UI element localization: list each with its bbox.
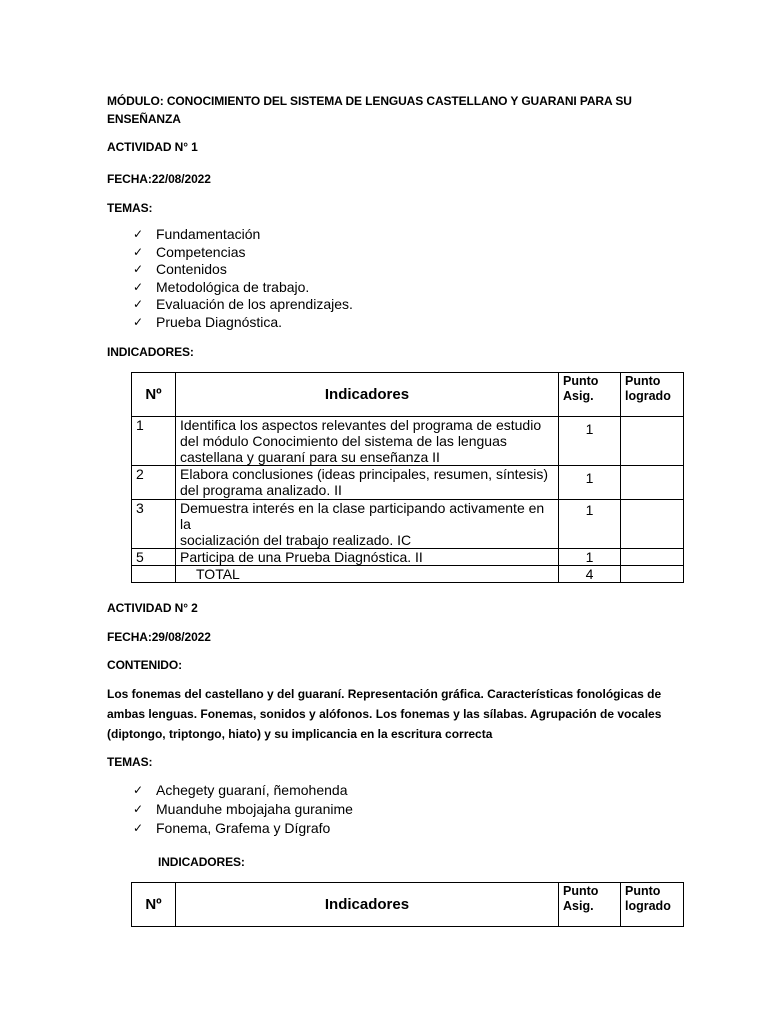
row-points: 1 <box>559 466 621 500</box>
activity1-topics-label: TEMAS: <box>107 201 153 215</box>
list-item: ✓ Metodológica de trabajo. <box>133 278 310 295</box>
total-points: 4 <box>559 566 621 583</box>
row-number: 2 <box>132 466 176 500</box>
activity2-content-label: CONTENIDO: <box>107 658 182 672</box>
check-icon: ✓ <box>133 262 144 276</box>
table-header-row <box>132 883 684 927</box>
table-row <box>132 417 684 466</box>
activity2-indicators-table <box>131 882 684 927</box>
row-achieved <box>621 466 684 500</box>
table-header-row <box>132 373 684 417</box>
check-icon: ✓ <box>133 783 144 797</box>
list-item: ✓ Fonema, Grafema y Dígrafo <box>133 820 331 836</box>
activity2-date: FECHA:29/08/2022 <box>107 630 211 644</box>
list-item: ✓ Competencias <box>133 243 246 260</box>
activity2-content-paragraph: Los fonemas del castellano y del guaraní. Representación gráfica. Características fonológicas de ambas lenguas. Fonemas, sonidos y alófonos. Los fonemas y las sílabas. Agrupación de vocales (diptongo, triptongo, hiato) y su implicancia en la escritura correcta <box>107 687 662 741</box>
table-total-row <box>132 566 684 583</box>
activity1-title: ACTIVIDAD N° 1 <box>107 140 198 154</box>
row-points: 1 <box>559 417 621 466</box>
table-row <box>132 466 684 500</box>
row-number: 1 <box>132 417 176 466</box>
row-achieved <box>621 500 684 549</box>
activity2-title: ACTIVIDAD N° 2 <box>107 601 198 615</box>
activity1-date: FECHA:22/08/2022 <box>107 172 211 186</box>
table-row <box>132 549 684 566</box>
activity1-topics-list <box>133 226 353 331</box>
header-assigned-points: Punto Asig. <box>559 883 621 927</box>
check-icon: ✓ <box>133 279 144 294</box>
check-icon: ✓ <box>133 244 144 259</box>
module-title-line1: MÓDULO: CONOCIMIENTO DEL SISTEMA DE LENGUAS CASTELLANO Y GUARANI PARA SU <box>107 94 632 108</box>
header-indicators: Indicadores <box>176 373 559 417</box>
list-item: ✓ Achegety guaraní, ñemohenda <box>133 782 348 798</box>
header-assigned-points: Punto Asig. <box>559 373 621 417</box>
header-no: Nº <box>132 373 176 417</box>
row-achieved <box>621 417 684 466</box>
activity2-topics-list <box>133 781 353 838</box>
total-label: TOTAL <box>176 566 559 583</box>
activity1-indicators-table <box>131 372 684 583</box>
module-title-line2: ENSEÑANZA <box>107 112 181 126</box>
row-points: 1 <box>559 500 621 549</box>
check-icon: ✓ <box>133 297 144 311</box>
activity2-topics-label: TEMAS: <box>107 755 153 769</box>
header-no: Nº <box>132 883 176 927</box>
row-indicator: Identifica los aspectos relevantes del programa de estudio del módulo Conocimiento del sistema de las lenguas castellana y guaraní para su enseñanza II <box>176 417 559 466</box>
header-indicators: Indicadores <box>176 883 559 927</box>
activity2-indicators-label: INDICADORES: <box>158 855 245 869</box>
activity1-indicators-label: INDICADORES: <box>107 345 194 359</box>
check-icon: ✓ <box>133 227 144 241</box>
list-item: ✓ Muanduhe mbojajaha guranime <box>133 801 353 817</box>
row-indicator: Participa de una Prueba Diagnóstica. II <box>176 549 559 566</box>
table-row <box>132 500 684 549</box>
list-item: ✓ Contenidos <box>133 261 227 277</box>
header-achieved-points: Punto logrado <box>621 373 684 417</box>
list-item: ✓ Prueba Diagnóstica. <box>133 313 283 330</box>
row-points: 1 <box>559 549 621 566</box>
row-indicator: Demuestra interés en la clase participando activamente en la socialización del trabajo realizado. IC <box>176 500 559 549</box>
check-icon: ✓ <box>133 314 144 329</box>
check-icon: ✓ <box>133 802 144 816</box>
row-indicator: Elabora conclusiones (ideas principales, resumen, síntesis) del programa analizado. II <box>176 466 559 500</box>
list-item: ✓ Evaluación de los aprendizajes. <box>133 296 353 312</box>
row-achieved <box>621 549 684 566</box>
row-number: 5 <box>132 549 176 566</box>
row-number: 3 <box>132 500 176 549</box>
list-item: ✓ Fundamentación <box>133 226 261 242</box>
check-icon: ✓ <box>133 821 144 835</box>
header-achieved-points: Punto logrado <box>621 883 684 927</box>
